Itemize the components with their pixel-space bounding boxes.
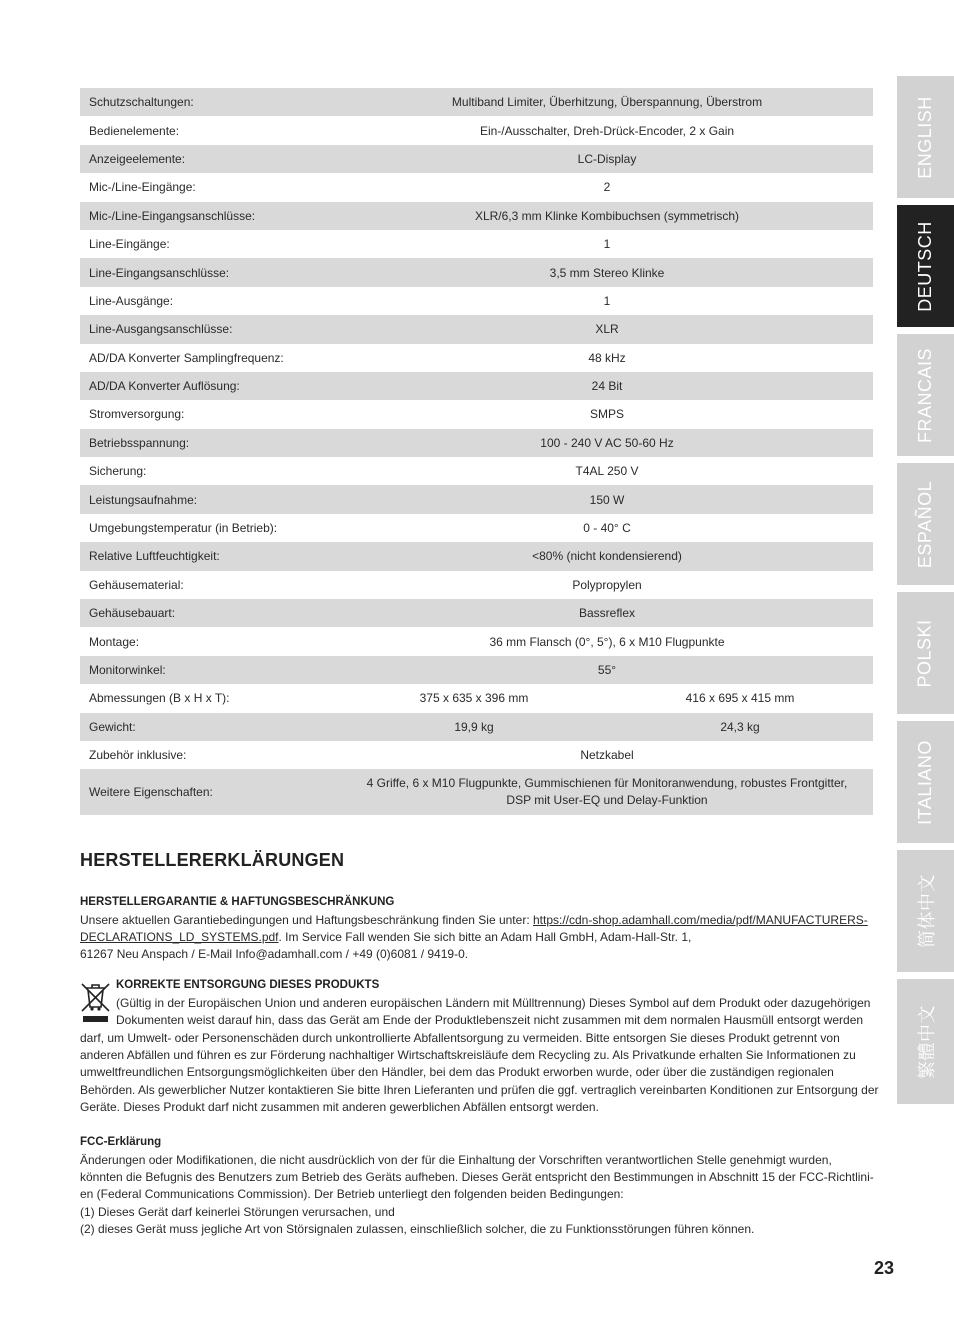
spec-label: Schutzschaltungen:: [80, 88, 341, 116]
spec-label: AD/DA Konverter Samplingfrequenz:: [89, 350, 284, 365]
weee-crossed-bin-icon: [80, 980, 111, 1026]
spec-row: [80, 741, 873, 769]
fcc-text: [80, 1152, 876, 1238]
page-number: 23: [873, 1258, 894, 1278]
spec-label: Gehäusematerial:: [89, 577, 184, 592]
spec-value: 1: [603, 293, 611, 308]
spec-label: Leistungsaufnahme:: [80, 485, 341, 513]
spec-value-large-model: 24,3 kg: [607, 713, 873, 741]
warranty-contact: 61267 Neu Anspach / E-Mail Info@adamhall.com / +49 (0)6081 / 9419-0.: [80, 947, 469, 962]
tab-label: ENGLISH: [915, 95, 935, 179]
spec-row: [80, 599, 873, 627]
spec-label: Montage:: [89, 634, 140, 649]
spec-table: [80, 88, 873, 815]
spec-row: [80, 457, 873, 485]
disposal-line: Geräte. Dieses Produkt darf nicht zusammen mit anderen gewerblichen Abfällen entsorgt werden.: [80, 1099, 599, 1114]
spec-row: [80, 429, 873, 457]
spec-value-line: 4 Griffe, 6 x M10 Flugpunkte, Gummischienen für Monitoranwendung, robustes Frontgitter,: [366, 776, 848, 791]
disposal-line: anderen Abfällen und führen es zur Förderung nachhaltiger Wirtschaftskreisläufe dem Recycling zu. Als Privatkunde erhalten Sie Informationen zu: [80, 1048, 856, 1063]
spec-value: 55°: [341, 656, 873, 684]
tab-label: 简体中文: [916, 874, 937, 948]
tab-label: POLSKI: [915, 618, 935, 688]
spec-value: SMPS: [589, 407, 624, 422]
spec-row: [80, 571, 873, 599]
spec-row: [80, 344, 873, 372]
spec-value-small-model: 19,9 kg: [341, 713, 607, 741]
fcc-line: könnten die Befugnis des Benutzers zum Betrieb des Geräts aufheben. Dieses Gerät entspricht den Bestimmungen in Abschnitt 15 der FCC-Richtlini-: [80, 1170, 874, 1185]
tab-francais[interactable]: [897, 334, 954, 456]
spec-row: [80, 769, 873, 815]
spec-value: Multiband Limiter, Überhitzung, Überspannung, Überstrom: [341, 88, 873, 116]
spec-row: [80, 627, 873, 655]
spec-value: Bassreflex: [341, 599, 873, 627]
spec-row: [80, 684, 873, 712]
spec-label: Sicherung:: [89, 464, 147, 479]
spec-row: [80, 542, 873, 570]
fcc-line: (2) dieses Gerät muss jegliche Art von Störsignalen zulassen, einschließlich solcher, die zu Funktionsstörungen führen können.: [80, 1221, 755, 1236]
spec-value: 3,5 mm Stereo Klinke: [341, 258, 873, 286]
tab-english[interactable]: [897, 76, 954, 198]
fcc-line: Änderungen oder Modifikationen, die nicht ausdrücklich von der für die Einhaltung der Vorschriften verantwortlichen Stelle genehmigt wurden,: [80, 1153, 832, 1167]
spec-label: Umgebungstemperatur (in Betrieb):: [89, 521, 278, 536]
fcc-line: (1) Dieses Gerät darf keinerlei Störungen verursachen, und: [80, 1204, 395, 1219]
spec-row: [80, 713, 873, 741]
spec-label: Mic-/Line-Eingänge:: [89, 180, 196, 195]
tab-traditional-chinese[interactable]: [897, 979, 954, 1104]
spec-value: Netzkabel: [580, 748, 634, 763]
spec-row: [80, 372, 873, 400]
spec-label: Zubehör inklusive:: [89, 748, 187, 763]
warranty-text-line: Unsere aktuellen Garantiebedingungen und Haftungsbeschränkung finden Sie unter:: [80, 913, 533, 927]
spec-label: Line-Eingänge:: [89, 237, 170, 252]
spec-row: [80, 88, 873, 116]
spec-row: [80, 258, 873, 286]
spec-value: 1: [603, 237, 611, 252]
fcc-line: en (Federal Communications Commission). Der Betrieb unterliegt den folgenden beiden Bedingungen:: [80, 1187, 624, 1202]
spec-value: T4AL 250 V: [575, 464, 639, 479]
spec-value: 100 - 240 V AC 50-60 Hz: [341, 429, 873, 457]
spec-value: 150 W: [341, 485, 873, 513]
tab-label: ESPAÑOL: [915, 480, 936, 568]
disposal-line: darf, um Umwelt- oder Personenschäden durch unkontrollierte Abfallentsorgung zu vermeiden. Bitte entsorgen Sie dieses Produkt getrennt von: [80, 1031, 840, 1045]
section-title: HERSTELLERERKLÄRUNGEN: [80, 850, 345, 870]
spec-label: Stromversorgung:: [89, 407, 185, 422]
spec-label: Line-Ausgänge:: [89, 293, 174, 308]
spec-label: Anzeigeelemente:: [80, 145, 341, 173]
spec-value: 2: [603, 180, 611, 195]
spec-value: Ein-/Ausschalter, Dreh-Drück-Encoder, 2 x Gain: [479, 123, 735, 138]
spec-row: [80, 400, 873, 428]
spec-value: [341, 769, 873, 815]
spec-value-large-model: 416 x 695 x 415 mm: [685, 691, 795, 706]
spec-row: [80, 514, 873, 542]
spec-label: Gewicht:: [80, 713, 341, 741]
warranty-link[interactable]: https://cdn-shop.adamhall.com/media/pdf/MANUFACTURERS-: [532, 913, 868, 927]
spec-row: [80, 116, 873, 144]
tab-label: 繁體中文: [916, 1004, 937, 1079]
spec-row: [80, 230, 873, 258]
spec-label: AD/DA Konverter Auflösung:: [80, 372, 341, 400]
tab-polski[interactable]: [897, 592, 954, 714]
spec-row: [80, 315, 873, 343]
spec-value: LC-Display: [341, 145, 873, 173]
spec-value: <80% (nicht kondensierend): [341, 542, 873, 570]
warranty-text: [80, 912, 875, 964]
tab-label: DEUTSCH: [915, 220, 936, 312]
spec-label: Weitere Eigenschaften:: [80, 769, 341, 815]
spec-value: 36 mm Flansch (0°, 5°), 6 x M10 Flugpunkte: [489, 634, 725, 649]
spec-value-small-model: 375 x 635 x 396 mm: [419, 691, 529, 706]
spec-value: 48 kHz: [588, 350, 626, 365]
disposal-line: (Gültig in der Europäischen Union und anderen europäischen Ländern mit Mülltrennung) Dieses Symbol auf dem Produkt oder dazugehörigen: [116, 996, 871, 1010]
disposal-line: umweltfreundlichen Entsorgungsmöglichkeiten über den Händler, bei dem das Produkt erworben wurde, oder über die zuständigen regionalen: [80, 1065, 834, 1080]
spec-value: 0 - 40° C: [583, 521, 631, 536]
tab-label: FRANCAIS: [915, 347, 936, 443]
warranty-text-line: . Im Service Fall wenden Sie sich bitte an Adam Hall GmbH, Adam-Hall-Str. 1,: [278, 930, 692, 945]
spec-label: Gehäusebauart:: [80, 599, 341, 627]
spec-row: [80, 145, 873, 173]
spec-row: [80, 656, 873, 684]
disposal-line: Dokumenten weist darauf hin, dass das Gerät am Ende der Produktlebenszeit nicht zusammen mit dem normalen Hausmüll entsorgt werden: [116, 1013, 864, 1028]
tab-espanol[interactable]: [897, 463, 954, 585]
spec-label: Betriebsspannung:: [80, 429, 341, 457]
spec-value: XLR/6,3 mm Klinke Kombibuchsen (symmetrisch): [341, 202, 873, 230]
spec-row: [80, 202, 873, 230]
fcc-title: FCC-Erklärung: [80, 1136, 162, 1148]
spec-label: Relative Luftfeuchtigkeit:: [80, 542, 341, 570]
disposal-line: Behörden. Als gewerblicher Nutzer kontaktieren Sie bitte Ihren Lieferanten und prüfen die ggf. vertraglich vereinbarten Konditionen zur Entsorgung der: [80, 1082, 879, 1097]
spec-value-line: DSP mit User-EQ und Delay-Funktion: [506, 793, 708, 808]
spec-row: [80, 485, 873, 513]
spec-value: 24 Bit: [341, 372, 873, 400]
tab-italiano[interactable]: [897, 721, 954, 843]
spec-row: [80, 173, 873, 201]
spec-label: Line-Ausgangsanschlüsse:: [80, 315, 341, 343]
tab-label: ITALIANO: [915, 739, 935, 825]
disposal-title: KORREKTE ENTSORGUNG DIESES PRODUKTS: [116, 979, 380, 991]
tab-simplified-chinese[interactable]: [897, 850, 954, 972]
spec-value: Polypropylen: [572, 577, 642, 592]
disposal-text-indent: [116, 995, 876, 1029]
spec-label: Line-Eingangsanschlüsse:: [80, 258, 341, 286]
warranty-link[interactable]: DECLARATIONS_LD_SYSTEMS.pdf: [80, 930, 279, 945]
disposal-text: [80, 1030, 879, 1116]
warranty-title: HERSTELLERGARANTIE & HAFTUNGSBESCHRÄNKUNG: [80, 896, 395, 908]
spec-label: Monitorwinkel:: [80, 656, 341, 684]
spec-label: Bedienelemente:: [89, 123, 180, 138]
spec-value: XLR: [341, 315, 873, 343]
tab-deutsch[interactable]: [897, 205, 954, 327]
spec-label: Mic-/Line-Eingangsanschlüsse:: [80, 202, 341, 230]
spec-label: Abmessungen (B x H x T):: [89, 691, 230, 706]
spec-row: [80, 287, 873, 315]
